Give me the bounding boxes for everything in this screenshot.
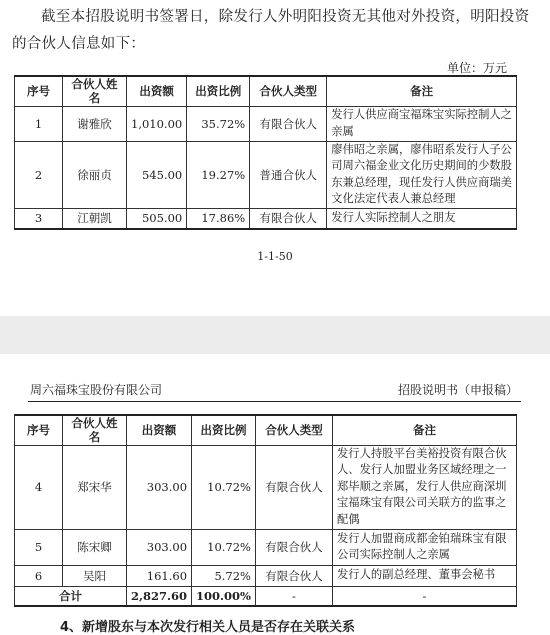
header-note: 备注 [332,415,516,445]
cell-ratio: 10.72% [192,445,256,529]
table-row [15,141,517,208]
total-type: - [255,586,332,606]
cell-amount: 505.00 [127,208,187,229]
cell-no: 3 [15,208,63,229]
page-header-company: 周六福珠宝股份有限公司 [30,383,163,397]
header-no: 序号 [15,76,63,106]
cell-amount: 303.00 [127,529,192,565]
page-header-doc-title: 招股说明书（申报稿） [397,383,518,397]
cell-ratio: 19.27% [187,141,250,208]
partners-table-part1 [14,75,517,230]
total-label: 合计 [15,586,127,606]
header-type: 合伙人类型 [250,76,327,106]
page-gap [0,316,550,354]
header-ratio: 出资比例 [192,415,256,445]
cell-type: 有限合伙人 [250,106,327,141]
cell-note: 发行人实际控制人之朋友 [327,208,517,229]
cell-type: 有限合伙人 [255,565,332,586]
cell-ratio: 5.72% [192,565,256,586]
header-note: 备注 [327,76,517,106]
cell-name: 徐丽贞 [63,141,127,208]
cell-note: 廖伟昭之亲属，廖伟昭系发行人子公司周六福金业文化历史期间的少数股东兼总经理，现任发行人供应商瑞美文化法定代表人兼总经理 [327,141,517,208]
cell-type: 有限合伙人 [250,208,327,229]
cell-amount: 303.00 [127,445,192,529]
page-number: 1-1-50 [257,250,293,263]
intro-paragraph: 截至本招股说明书签署日，除发行人外明阳投资无其他对外投资，明阳投资的合伙人信息如下： [12,9,530,52]
table-row [15,445,517,529]
section-heading: 4、新增股东与本次发行相关人员是否存在关联关系 [60,620,356,635]
header-name: 合伙人姓名 [63,76,127,106]
header-amount: 出资额 [127,415,192,445]
cell-note: 发行人供应商宝福珠宝实际控制人之亲属 [327,106,517,141]
total-note: - [332,586,516,606]
header-ratio: 出资比例 [187,76,250,106]
cell-type: 有限合伙人 [255,529,332,565]
cell-type: 有限合伙人 [255,445,332,529]
document-page-1 [0,0,550,316]
cell-name: 江朝凯 [63,208,127,229]
cell-ratio: 35.72% [187,106,250,141]
cell-amount: 545.00 [127,141,187,208]
cell-ratio: 17.86% [187,208,250,229]
partners-table-part2 [14,414,517,607]
cell-no: 1 [15,106,63,141]
cell-amount: 1,010.00 [127,106,187,141]
total-ratio: 100.00% [192,586,256,606]
cell-name: 谢雅欣 [63,106,127,141]
cell-name: 陈宋卿 [63,529,127,565]
cell-no: 6 [15,565,63,586]
header-no: 序号 [15,415,63,445]
cell-no: 5 [15,529,63,565]
table-row [15,565,517,586]
header-type: 合伙人类型 [255,415,332,445]
cell-ratio: 10.72% [192,529,256,565]
header-name: 合伙人姓名 [63,415,127,445]
table-row [15,106,517,141]
header-divider [28,401,521,402]
unit-label: 单位：万元 [446,61,507,75]
cell-no: 4 [15,445,63,529]
cell-type: 普通合伙人 [250,141,327,208]
header-amount: 出资额 [127,76,187,106]
cell-note: 发行人的副总经理、董事会秘书 [332,565,516,586]
total-row [15,586,517,606]
cell-name: 吴阳 [63,565,127,586]
table-row [15,208,517,229]
cell-note: 发行人加盟商成都金铂瑞珠宝有限公司实际控制人之亲属 [332,529,516,565]
table-row [15,529,517,565]
cell-name: 郑宋华 [63,445,127,529]
cell-note: 发行人持股平台美裕投资有限合伙人、发行人加盟业务区域经理之一郑毕顺之亲属，发行人供应商深圳宝福珠宝有限公司关联方的监事之配偶 [332,445,516,529]
document-page-2 [0,354,550,635]
table-header-row [15,415,517,445]
cell-no: 2 [15,141,63,208]
table-header-row [15,76,517,106]
cell-amount: 161.60 [127,565,192,586]
total-amount: 2,827.60 [127,586,192,606]
